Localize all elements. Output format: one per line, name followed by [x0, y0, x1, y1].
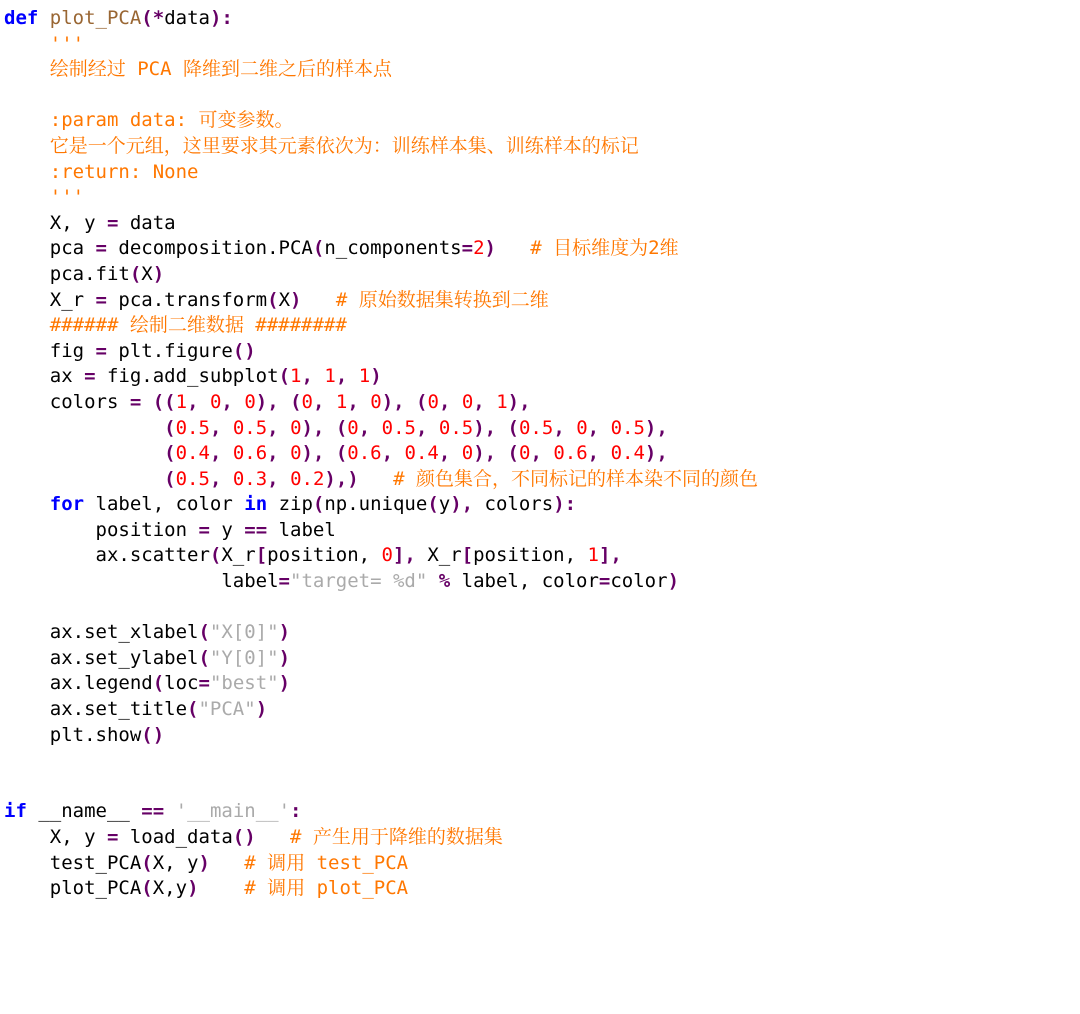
code-token: [ [461, 544, 474, 567]
code-token [565, 417, 576, 439]
code-token: colors [473, 493, 554, 516]
code-token [221, 442, 232, 464]
code-token: 2 [473, 237, 485, 260]
code-token [347, 365, 358, 387]
code-line [4, 288, 1080, 314]
code-token: 0.2 [290, 467, 325, 490]
code-token: : [290, 800, 302, 823]
code-token: ), ( [255, 390, 302, 413]
code-token: plot_PCA [49, 7, 142, 29]
code-token: 0.5 [232, 416, 268, 439]
code-token: pca.fit [4, 262, 130, 285]
code-token: label [267, 518, 336, 541]
code-token: , [335, 365, 348, 388]
code-token: , [221, 390, 233, 413]
code-token: label [4, 570, 279, 593]
code-line [4, 467, 1080, 493]
code-token: 它是一个元组，这里要求其元素依次为：训练样本集、训练样本的标记 [49, 134, 639, 157]
code-token: plot_PCA [4, 877, 142, 900]
code-token: ( [312, 493, 325, 516]
code-token: = [95, 288, 107, 311]
code-token: = [84, 365, 96, 388]
code-token: pca.transform [106, 288, 268, 311]
code-token: ): [553, 493, 577, 516]
code-token: ) [667, 570, 680, 593]
code-token: __name__ [26, 800, 142, 823]
code-token [427, 570, 438, 592]
code-token: ( [141, 851, 153, 874]
code-token [542, 442, 553, 464]
code-line [4, 646, 1080, 672]
code-token: , [209, 467, 222, 490]
code-line [4, 799, 1080, 825]
code-token: X, y [4, 826, 107, 848]
code-token: n_components [324, 237, 462, 260]
code-token: ), [450, 493, 474, 516]
code-token: = [198, 518, 210, 541]
code-token: == [244, 518, 268, 541]
code-token [221, 468, 232, 490]
code-token: for [49, 493, 85, 516]
code-token: ( [312, 237, 325, 260]
code-token [279, 442, 290, 464]
code-line [4, 262, 1080, 288]
code-token: 0 [576, 416, 588, 439]
code-line [4, 825, 1080, 851]
code-token: ( [198, 646, 210, 669]
code-token: , [530, 442, 542, 465]
code-token: 0.5 [518, 416, 554, 439]
code-token: , [358, 416, 371, 439]
code-line [4, 671, 1080, 697]
code-token [4, 58, 50, 80]
code-token: = [95, 237, 107, 260]
code-token: () [141, 723, 165, 746]
code-token: "target= %d" [290, 570, 428, 593]
code-line [4, 620, 1080, 646]
code-token [4, 468, 164, 490]
code-token: ) [152, 262, 165, 285]
code-line [4, 697, 1080, 723]
code-token: X_r [415, 544, 462, 567]
code-token: # 产生用于降维的数据集 [290, 826, 503, 848]
code-token: if [4, 800, 27, 823]
code-line [4, 185, 1080, 211]
code-token: ), ( [473, 416, 519, 439]
code-line [4, 595, 1080, 621]
code-token [359, 468, 393, 490]
code-token: ) [290, 288, 302, 311]
code-token: , [381, 442, 394, 465]
code-token: 1 [335, 390, 348, 413]
code-token: 0.5 [175, 416, 210, 439]
code-token [313, 365, 324, 387]
code-token: , [267, 416, 279, 439]
code-token: load_data [118, 826, 233, 848]
code-line [4, 211, 1080, 237]
code-line [4, 518, 1080, 544]
code-token: 0.6 [232, 442, 268, 465]
code-token: ax.set_ylabel [4, 646, 199, 669]
code-token: = [106, 211, 119, 234]
code-token: "best" [209, 672, 279, 695]
code-token [599, 417, 610, 439]
code-token: 可变参数。 [198, 109, 294, 132]
code-token: ###### 绘制二维数据 ######## [49, 314, 347, 337]
code-token: X_r [221, 544, 256, 567]
code-token: X, y [4, 211, 107, 234]
code-token: , [313, 390, 325, 413]
code-line [4, 6, 1080, 32]
code-token: ) [484, 237, 496, 260]
code-token: 0 [381, 544, 393, 567]
code-token: , [209, 416, 222, 439]
code-token: 0 [461, 390, 474, 413]
code-token: ''' [49, 186, 85, 209]
code-token: colors [4, 390, 130, 413]
code-token [164, 800, 175, 822]
code-token: ''' [49, 32, 85, 55]
code-token: () [232, 826, 256, 848]
code-token: 1 [290, 365, 302, 388]
code-token: 0.5 [381, 416, 416, 439]
code-token: , [347, 390, 359, 413]
code-token: 0 [347, 416, 359, 439]
code-line [4, 57, 1080, 83]
code-token: ) [187, 877, 199, 900]
code-token: "PCA" [198, 698, 256, 721]
code-token [450, 391, 461, 413]
code-token: ( [278, 365, 291, 388]
code-token [199, 877, 245, 899]
code-token: 0 [370, 390, 382, 413]
code-token: ) [278, 646, 291, 669]
code-line [4, 851, 1080, 877]
code-token: = [95, 339, 107, 362]
code-token: pca [4, 237, 96, 260]
code-token: label, color [450, 570, 599, 593]
code-token: loc [164, 672, 199, 695]
code-token: ax [4, 365, 85, 388]
code-token: ( [427, 493, 439, 516]
code-token [4, 493, 50, 515]
code-line [4, 390, 1080, 416]
code-token: fig.add_subplot [95, 365, 279, 388]
code-line [4, 774, 1080, 800]
code-token: 0 [290, 442, 302, 465]
code-token: ), ( [473, 442, 519, 465]
code-token: = [461, 237, 474, 260]
code-token: X [278, 288, 291, 311]
code-line [4, 339, 1080, 365]
code-token: , [553, 416, 565, 439]
code-token: # 调用 test_PCA [244, 851, 409, 874]
code-token: ( [152, 672, 165, 695]
code-token: label, color [84, 493, 245, 516]
code-token: X [141, 262, 153, 285]
code-token: X,y [152, 877, 188, 900]
code-token: 0.3 [232, 467, 268, 490]
code-token: 0.4 [610, 442, 645, 465]
code-token: ), [644, 442, 668, 465]
code-token: , [187, 390, 199, 413]
code-token [221, 417, 232, 439]
code-line [4, 876, 1080, 902]
code-token [210, 852, 244, 874]
code-token [4, 161, 50, 183]
code-token: == [141, 800, 165, 823]
code-token: ): [209, 7, 233, 29]
code-token: in [244, 493, 268, 516]
code-token: 1 [587, 544, 599, 567]
code-token: ( [129, 262, 142, 285]
code-token: 0 [301, 390, 313, 413]
code-token: 0 [290, 416, 302, 439]
code-token: , [209, 442, 222, 465]
code-token: ax.legend [4, 672, 153, 695]
code-line [4, 313, 1080, 339]
code-token: zip [267, 493, 313, 516]
code-token: test_PCA [4, 851, 142, 874]
code-line [4, 32, 1080, 58]
code-token: 1 [496, 390, 508, 413]
code-token: X_r [4, 288, 96, 311]
code-line [4, 723, 1080, 749]
code-token: decomposition.PCA [106, 237, 313, 260]
code-token [199, 391, 210, 413]
code-token: ), ( [301, 416, 348, 439]
code-token: 0 [427, 390, 439, 413]
code-token: ) [198, 851, 210, 874]
code-token [301, 289, 335, 311]
code-token: , [473, 390, 485, 413]
code-token: , [587, 416, 600, 439]
code-token [599, 442, 610, 464]
code-token [4, 186, 50, 208]
code-token: [ [255, 544, 268, 567]
code-token: ( [164, 442, 176, 465]
code-line [4, 748, 1080, 774]
code-token: ) [278, 672, 291, 695]
code-token [370, 417, 381, 439]
code-token [256, 826, 290, 848]
code-token: 0 [244, 390, 256, 413]
code-token: 0.6 [553, 442, 588, 465]
code-token: = [278, 570, 290, 593]
code-token: 绘制经过 PCA 降维到二维之后的样本点 [49, 58, 392, 81]
code-token: 0.4 [175, 442, 210, 465]
code-token: 1 [175, 390, 188, 413]
code-line [4, 108, 1080, 134]
code-token: , [267, 442, 279, 465]
code-token: :param data: [49, 109, 199, 132]
code-token [279, 468, 290, 490]
code-line [4, 236, 1080, 262]
code-token: ( [141, 877, 153, 900]
code-token: 1 [324, 365, 336, 388]
code-token: ( [164, 416, 176, 439]
code-token: , [438, 442, 451, 465]
code-token: = [198, 672, 210, 695]
code-token: ), [644, 416, 668, 439]
code-token [4, 417, 164, 439]
code-token: # 目标维度为2维 [530, 237, 679, 260]
code-token: ], [392, 544, 416, 567]
code-token: # 颜色集合，不同标记的样本染不同的颜色 [393, 467, 758, 490]
code-token: 0 [209, 390, 222, 413]
code-token: ], [598, 544, 622, 567]
code-line [4, 364, 1080, 390]
code-token [393, 442, 404, 464]
code-token: ) [255, 698, 268, 721]
code-token: 0.6 [347, 442, 382, 465]
code-token [324, 391, 335, 413]
code-token: ), ( [381, 390, 428, 413]
code-token: "Y[0]" [209, 646, 279, 669]
code-token: , [415, 416, 428, 439]
code-token: , [438, 390, 451, 413]
code-token: 0 [518, 442, 531, 465]
code-line [4, 569, 1080, 595]
code-token: = [598, 570, 611, 593]
code-token: data [118, 211, 176, 234]
code-token: position, [267, 544, 382, 567]
code-token: ( [209, 544, 222, 567]
code-line [4, 160, 1080, 186]
code-token: # 调用 plot_PCA [244, 877, 409, 900]
code-token: color [610, 570, 668, 593]
code-token: y [438, 493, 451, 516]
code-token [233, 391, 244, 413]
code-token: plt.figure [106, 339, 233, 362]
code-token: , [267, 467, 279, 490]
code-token [4, 442, 164, 464]
code-token: data [164, 7, 210, 29]
code-token: 0.5 [175, 467, 210, 490]
code-token: ax.set_title [4, 698, 188, 721]
code-token [427, 417, 438, 439]
code-token: 0 [461, 442, 474, 465]
code-token: "X[0]" [209, 621, 279, 644]
code-token: = [106, 826, 119, 848]
code-token: ( [164, 467, 176, 490]
code-token: y [209, 518, 245, 541]
code-token [4, 33, 50, 55]
code-token [279, 417, 290, 439]
code-token: X, y [152, 851, 199, 874]
code-line [4, 416, 1080, 442]
code-token: ax.scatter [4, 544, 210, 567]
code-token: 1 [358, 365, 371, 388]
code-token: 0.5 [610, 416, 645, 439]
code-token: ( [267, 288, 279, 311]
code-line [4, 441, 1080, 467]
code-token: () [232, 339, 256, 362]
code-line [4, 492, 1080, 518]
code-token: position [4, 518, 199, 541]
code-token [450, 442, 461, 464]
code-token: (* [141, 7, 165, 29]
code-token [38, 7, 49, 29]
code-token: ( [198, 621, 210, 644]
code-token [496, 237, 530, 259]
code-token: '__main__' [175, 800, 291, 823]
code-token [359, 391, 370, 413]
code-token: np.unique [324, 493, 428, 516]
code-token [4, 109, 50, 131]
code-token [4, 135, 50, 157]
code-token: 0.4 [404, 442, 439, 465]
code-token: # 原始数据集转换到二维 [335, 288, 549, 311]
code-token: ) [278, 621, 291, 644]
code-token: ),) [324, 467, 359, 490]
code-token: :return: None [49, 160, 199, 183]
code-token: = (( [129, 390, 176, 413]
code-line [4, 134, 1080, 160]
code-token: 0.5 [438, 416, 474, 439]
code-line [4, 543, 1080, 569]
code-token: ( [187, 698, 199, 721]
code-token: ), [507, 390, 531, 413]
code-token: ) [370, 365, 382, 388]
code-token: ax.set_xlabel [4, 621, 199, 644]
code-token: , [587, 442, 600, 465]
code-token: , [301, 365, 313, 388]
code-token: ), ( [301, 442, 348, 465]
code-token [4, 314, 50, 336]
code-token: % [438, 570, 451, 593]
code-token: fig [4, 339, 96, 362]
code-token: def [4, 7, 39, 29]
code-token [485, 391, 496, 413]
code-token: position, [473, 544, 588, 567]
code-line [4, 83, 1080, 109]
code-token: plt.show [4, 723, 142, 746]
